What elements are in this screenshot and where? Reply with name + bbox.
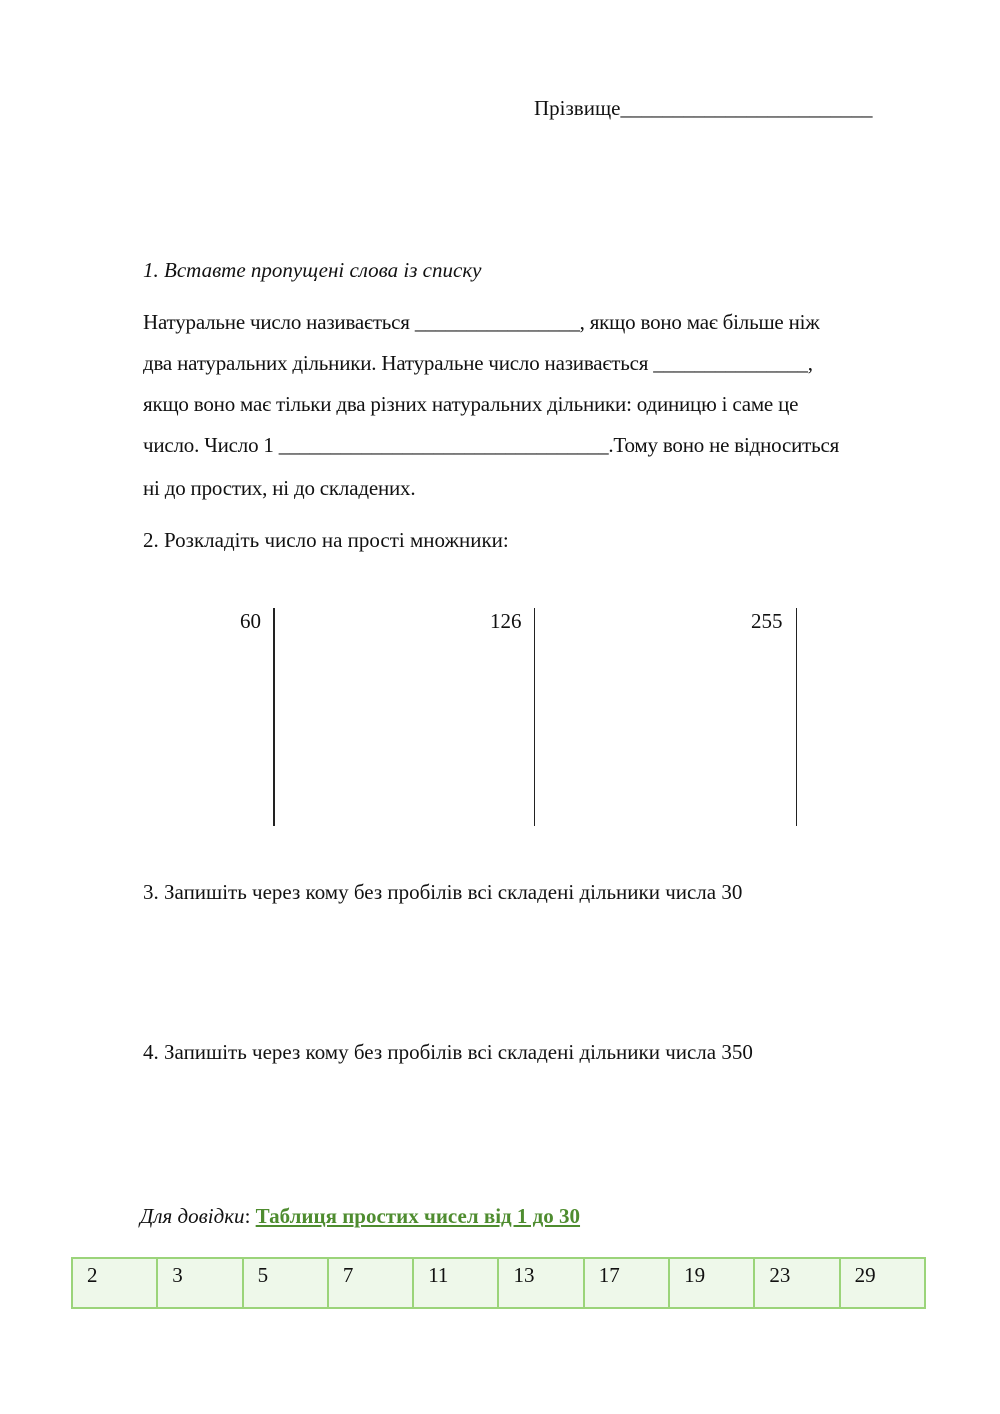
- table-cell: 2: [72, 1258, 157, 1308]
- factorization-line-126: [534, 608, 535, 826]
- task1-line-2: два натуральних дільники. Натуральне число називається _______________,: [143, 351, 813, 375]
- factor-number-60: 60: [240, 609, 261, 633]
- table-cell: 11: [413, 1258, 498, 1308]
- factorization-line-60: [273, 608, 275, 826]
- table-row: [72, 1258, 925, 1308]
- table-cell: 29: [840, 1258, 925, 1308]
- task1-line-4: число. Число 1 ________________________________.Тому воно не відноситься: [143, 433, 840, 457]
- task1-line-3: якщо воно має тільки два різних натуральних дільники: одиницю і саме це: [143, 392, 799, 416]
- task4-title: 4. Запишіть через кому без пробілів всі складені дільники числа 350: [143, 1040, 753, 1064]
- task1-line-1: Натуральне число називається ________________, якщо воно має більше ніж: [143, 310, 820, 334]
- task1-title: 1. Вставте пропущені слова із списку: [143, 258, 482, 282]
- factor-number-126: 126: [490, 609, 522, 633]
- factorization-line-255: [796, 608, 797, 826]
- table-cell: 17: [584, 1258, 669, 1308]
- task2-title: 2. Розкладіть число на прості множники:: [143, 528, 509, 552]
- reference-separator: :: [244, 1204, 256, 1228]
- reference-line: [140, 1204, 580, 1229]
- table-cell: 5: [243, 1258, 328, 1308]
- prime-table-link[interactable]: Таблиця простих чисел від 1 до 30: [255, 1204, 581, 1228]
- reference-label: Для довідки: [140, 1204, 245, 1228]
- surname-field[interactable]: Прізвище________________________: [534, 96, 873, 120]
- prime-numbers-table: [71, 1257, 926, 1309]
- factor-number-255: 255: [751, 609, 783, 633]
- table-cell: 23: [754, 1258, 839, 1308]
- task1-line-5: ні до простих, ні до складених.: [143, 476, 416, 500]
- table-cell: 7: [328, 1258, 413, 1308]
- table-cell: 13: [498, 1258, 583, 1308]
- table-cell: 19: [669, 1258, 754, 1308]
- task3-title: 3. Запишіть через кому без пробілів всі складені дільники числа 30: [143, 880, 743, 904]
- table-cell: 3: [157, 1258, 242, 1308]
